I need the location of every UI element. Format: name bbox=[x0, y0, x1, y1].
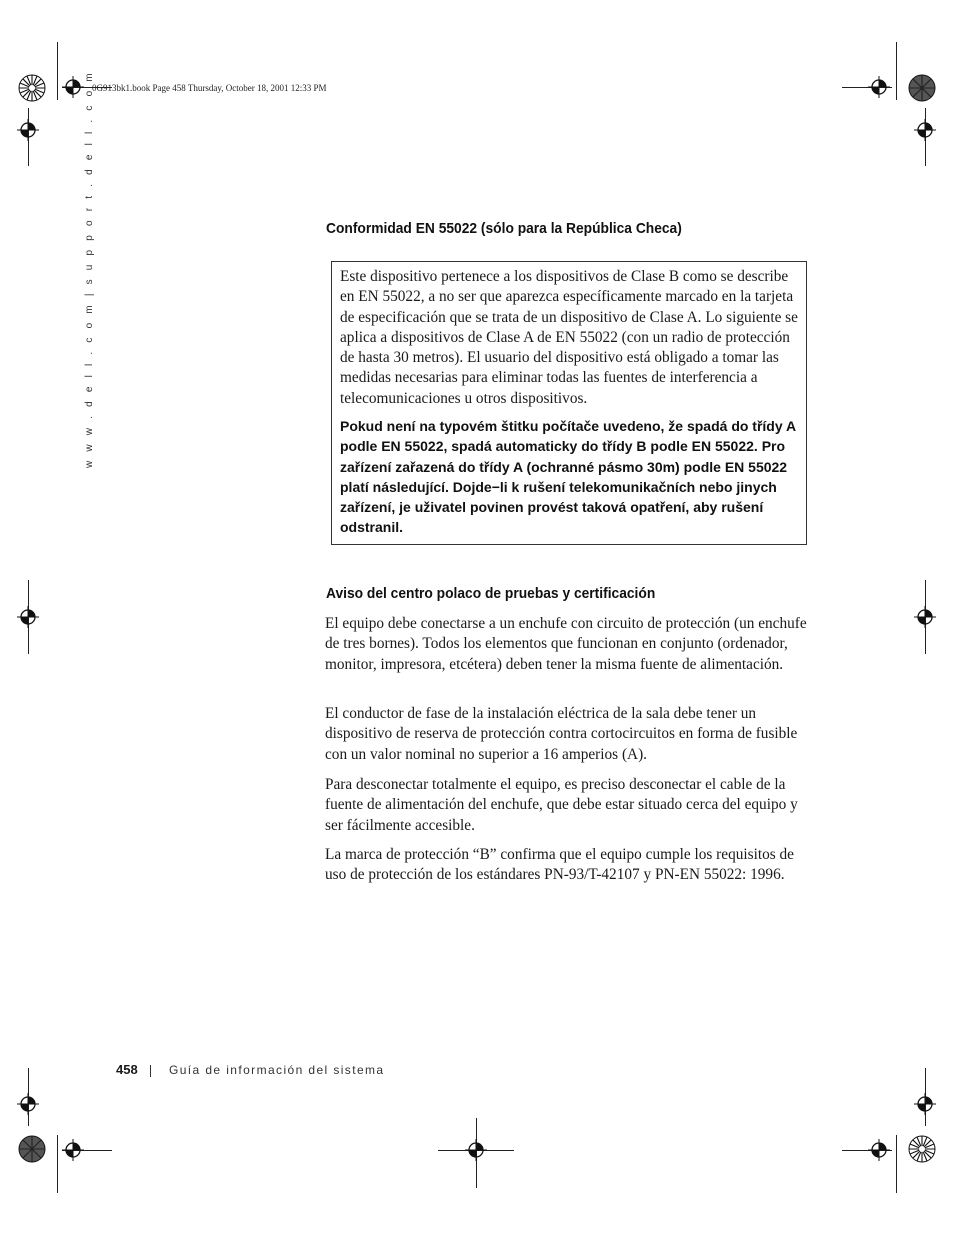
star-burst-icon bbox=[18, 74, 46, 102]
crop-mark bbox=[896, 42, 897, 100]
notice-text-spanish: Este dispositivo pertenece a los dispositivos de Clase B como se describe en EN 55022, a no ser que aparezca específicamente marcado en la tarjeta de especificación que se trata de un dispositivo de Clase A. Lo siguiente se aplica a dispositivos de Clase A de EN 55022 (con un radio de protección de hasta 30 metros). El usuario del dispositivo está obligado a tomar las medidas necesarias para eliminar todas las fuentes de interferencia a telecomunicaciones u otros dispositivos. bbox=[340, 268, 798, 407]
print-header: 0G913bk1.book Page 458 Thursday, October 18, 2001 12:33 PM bbox=[92, 83, 327, 93]
registration-target-icon bbox=[914, 1093, 936, 1115]
star-burst-icon bbox=[908, 74, 936, 102]
registration-target-icon bbox=[868, 76, 890, 98]
crop-mark bbox=[896, 1135, 897, 1193]
star-burst-icon bbox=[18, 1135, 46, 1163]
registration-target-icon bbox=[17, 606, 39, 628]
footer-title: Guía de información del sistema bbox=[169, 1063, 385, 1077]
crop-mark bbox=[57, 42, 58, 100]
star-burst-icon bbox=[908, 1135, 936, 1163]
side-url-text: w w w . d e l l . c o m | s u p p o r t . d e l l . c o m bbox=[84, 70, 95, 468]
footer-divider bbox=[150, 1065, 151, 1077]
registration-target-icon bbox=[62, 1139, 84, 1161]
notice-box bbox=[331, 261, 807, 545]
registration-target-icon bbox=[17, 119, 39, 141]
body-paragraph: El equipo debe conectarse a un enchufe con circuito de protección (un enchufe de tres bornes). Todos los elementos que funcionan en conjunto (ordenador, monitor, impresora, etcétera) deben tener la misma fuente de alimentación. bbox=[325, 615, 807, 673]
page-number: 458 bbox=[116, 1062, 138, 1077]
registration-target-icon bbox=[914, 606, 936, 628]
registration-target-icon bbox=[465, 1139, 487, 1161]
registration-target-icon bbox=[914, 119, 936, 141]
notice-text-czech: Pokud není na typovém štitku počítače uvedeno, že spadá do třídy A podle EN 55022, spadá automaticky do třídy B podle EN 55022. Pro zařízení zařazená do třídy A (ochranné pásmo 30m) podle EN 55022 platí následující. Dojde−li k rušení telekomunikačních nebo jinych zařízení, je uživatel povinen provést taková opatření, aby rušení odstranil. bbox=[340, 418, 796, 536]
section-heading-czech: Conformidad EN 55022 (sólo para la República Checa) bbox=[326, 220, 682, 237]
registration-target-icon bbox=[868, 1139, 890, 1161]
body-paragraph: Para desconectar totalmente el equipo, es preciso desconectar el cable de la fuente de alimentación del enchufe, que debe estar situado cerca del equipo y ser fácilmente accesible. bbox=[325, 776, 798, 834]
registration-target-icon bbox=[62, 76, 84, 98]
section-heading-poland: Aviso del centro polaco de pruebas y certificación bbox=[326, 585, 656, 602]
crop-mark bbox=[57, 1135, 58, 1193]
body-paragraph: La marca de protección “B” confirma que el equipo cumple los requisitos de uso de protección de los estándares PN-93/T-42107 y PN-EN 55022: 1996. bbox=[325, 846, 794, 884]
registration-target-icon bbox=[17, 1093, 39, 1115]
body-paragraph: El conductor de fase de la instalación eléctrica de la sala debe tener un dispositivo de reserva de protección contra cortocircuitos en forma de fusible con un valor nominal no superior a 16 amperios (A). bbox=[325, 705, 798, 763]
